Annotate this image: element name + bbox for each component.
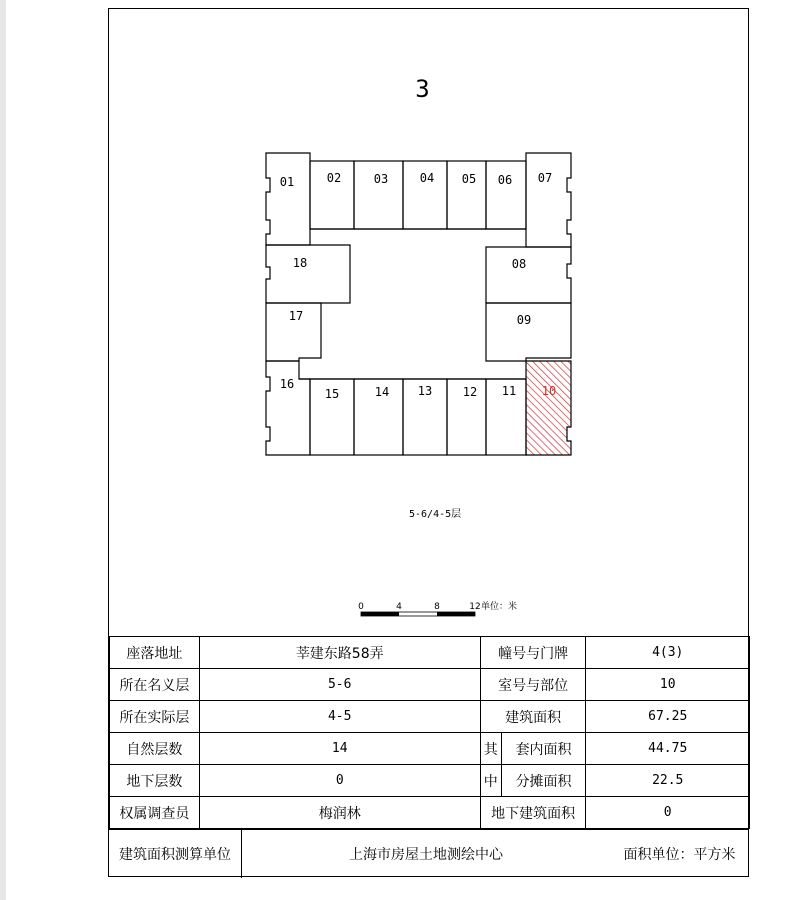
building-door-value: 4(3) [586,637,750,669]
room-outline-16 [266,361,310,455]
nominal-floor-value: 5-6 [199,669,480,701]
room-outline-09 [486,303,571,361]
actual-floor-label: 所在实际层 [110,701,200,733]
area-unit: 面积单位：平方米 [623,847,736,863]
surveyor-label: 权属调查员 [110,797,200,829]
scale-tick-12: 12 [469,602,481,612]
scale-unit-label: 单位：米 [481,602,518,612]
room-part-value: 10 [586,669,750,701]
scale-bar [358,600,517,616]
surveyor-value: 梅润林 [199,797,480,829]
among-label-1: 其 [480,733,501,765]
table-row [110,637,750,669]
room-part-label: 室号与部位 [480,669,586,701]
footer-row [109,829,748,878]
inner-area-label: 套内面积 [501,733,586,765]
room-label-08: 08 [511,257,527,271]
floor-plan-drawing [109,9,750,629]
room-label-07: 07 [537,171,553,185]
location-value: 莘建东路58弄 [199,637,480,669]
table-row [110,733,750,765]
room-label-17: 17 [288,309,304,323]
location-label: 座落地址 [110,637,200,669]
room-label-12: 12 [462,385,478,399]
room-outline-06 [486,161,526,229]
room-label-05: 05 [461,172,477,186]
nominal-floor-label: 所在名义层 [110,669,200,701]
shared-area-label: 分摊面积 [501,765,586,797]
room-label-15: 15 [324,387,340,401]
natural-floors-label: 自然层数 [110,733,200,765]
actual-floor-value: 4-5 [199,701,480,733]
building-door-label: 幢号与门牌 [480,637,586,669]
underground-floors-value: 0 [199,765,480,797]
building-number: 3 [415,75,430,103]
natural-floors-value: 14 [199,733,480,765]
underground-floors-label: 地下层数 [110,765,200,797]
room-label-11: 11 [501,384,517,398]
shared-area-value: 22.5 [586,765,750,797]
table-row [110,797,750,829]
room-outline-18 [266,245,350,303]
survey-org: 上海市房屋土地测绘中心 [349,847,503,863]
among-label-2: 中 [480,765,501,797]
room-outline-08 [486,247,571,303]
room-label-10: 10 [541,384,557,398]
floor-label: 5-6/4-5层 [409,509,462,520]
survey-unit-label: 建筑面积测算单位 [109,830,242,878]
room-label-01: 01 [279,175,295,189]
room-outline-10-highlighted [526,361,571,455]
room-outline-07 [526,153,571,247]
building-area-label: 建筑面积 [480,701,586,733]
room-label-13: 13 [417,384,433,398]
room-label-18: 18 [292,256,308,270]
room-label-02: 02 [326,171,342,185]
table-row [110,765,750,797]
room-label-06: 06 [497,173,513,187]
underground-area-value: 0 [586,797,750,829]
room-label-03: 03 [373,172,389,186]
building-area-value: 67.25 [586,701,750,733]
table-row [110,701,750,733]
room-label-09: 09 [516,313,532,327]
room-label-14: 14 [374,385,390,399]
room-label-04: 04 [419,171,435,185]
floor-plan-sheet [108,8,749,877]
underground-area-label: 地下建筑面积 [480,797,586,829]
room-outline-01 [266,153,310,245]
room-label-16: 16 [279,377,295,391]
property-info-table [109,636,750,829]
scale-tick-0: 0 [358,602,364,612]
inner-area-value: 44.75 [586,733,750,765]
scale-tick-4: 4 [396,602,402,612]
scale-tick-8: 8 [434,602,440,612]
table-row [110,669,750,701]
window-edge [0,0,6,900]
